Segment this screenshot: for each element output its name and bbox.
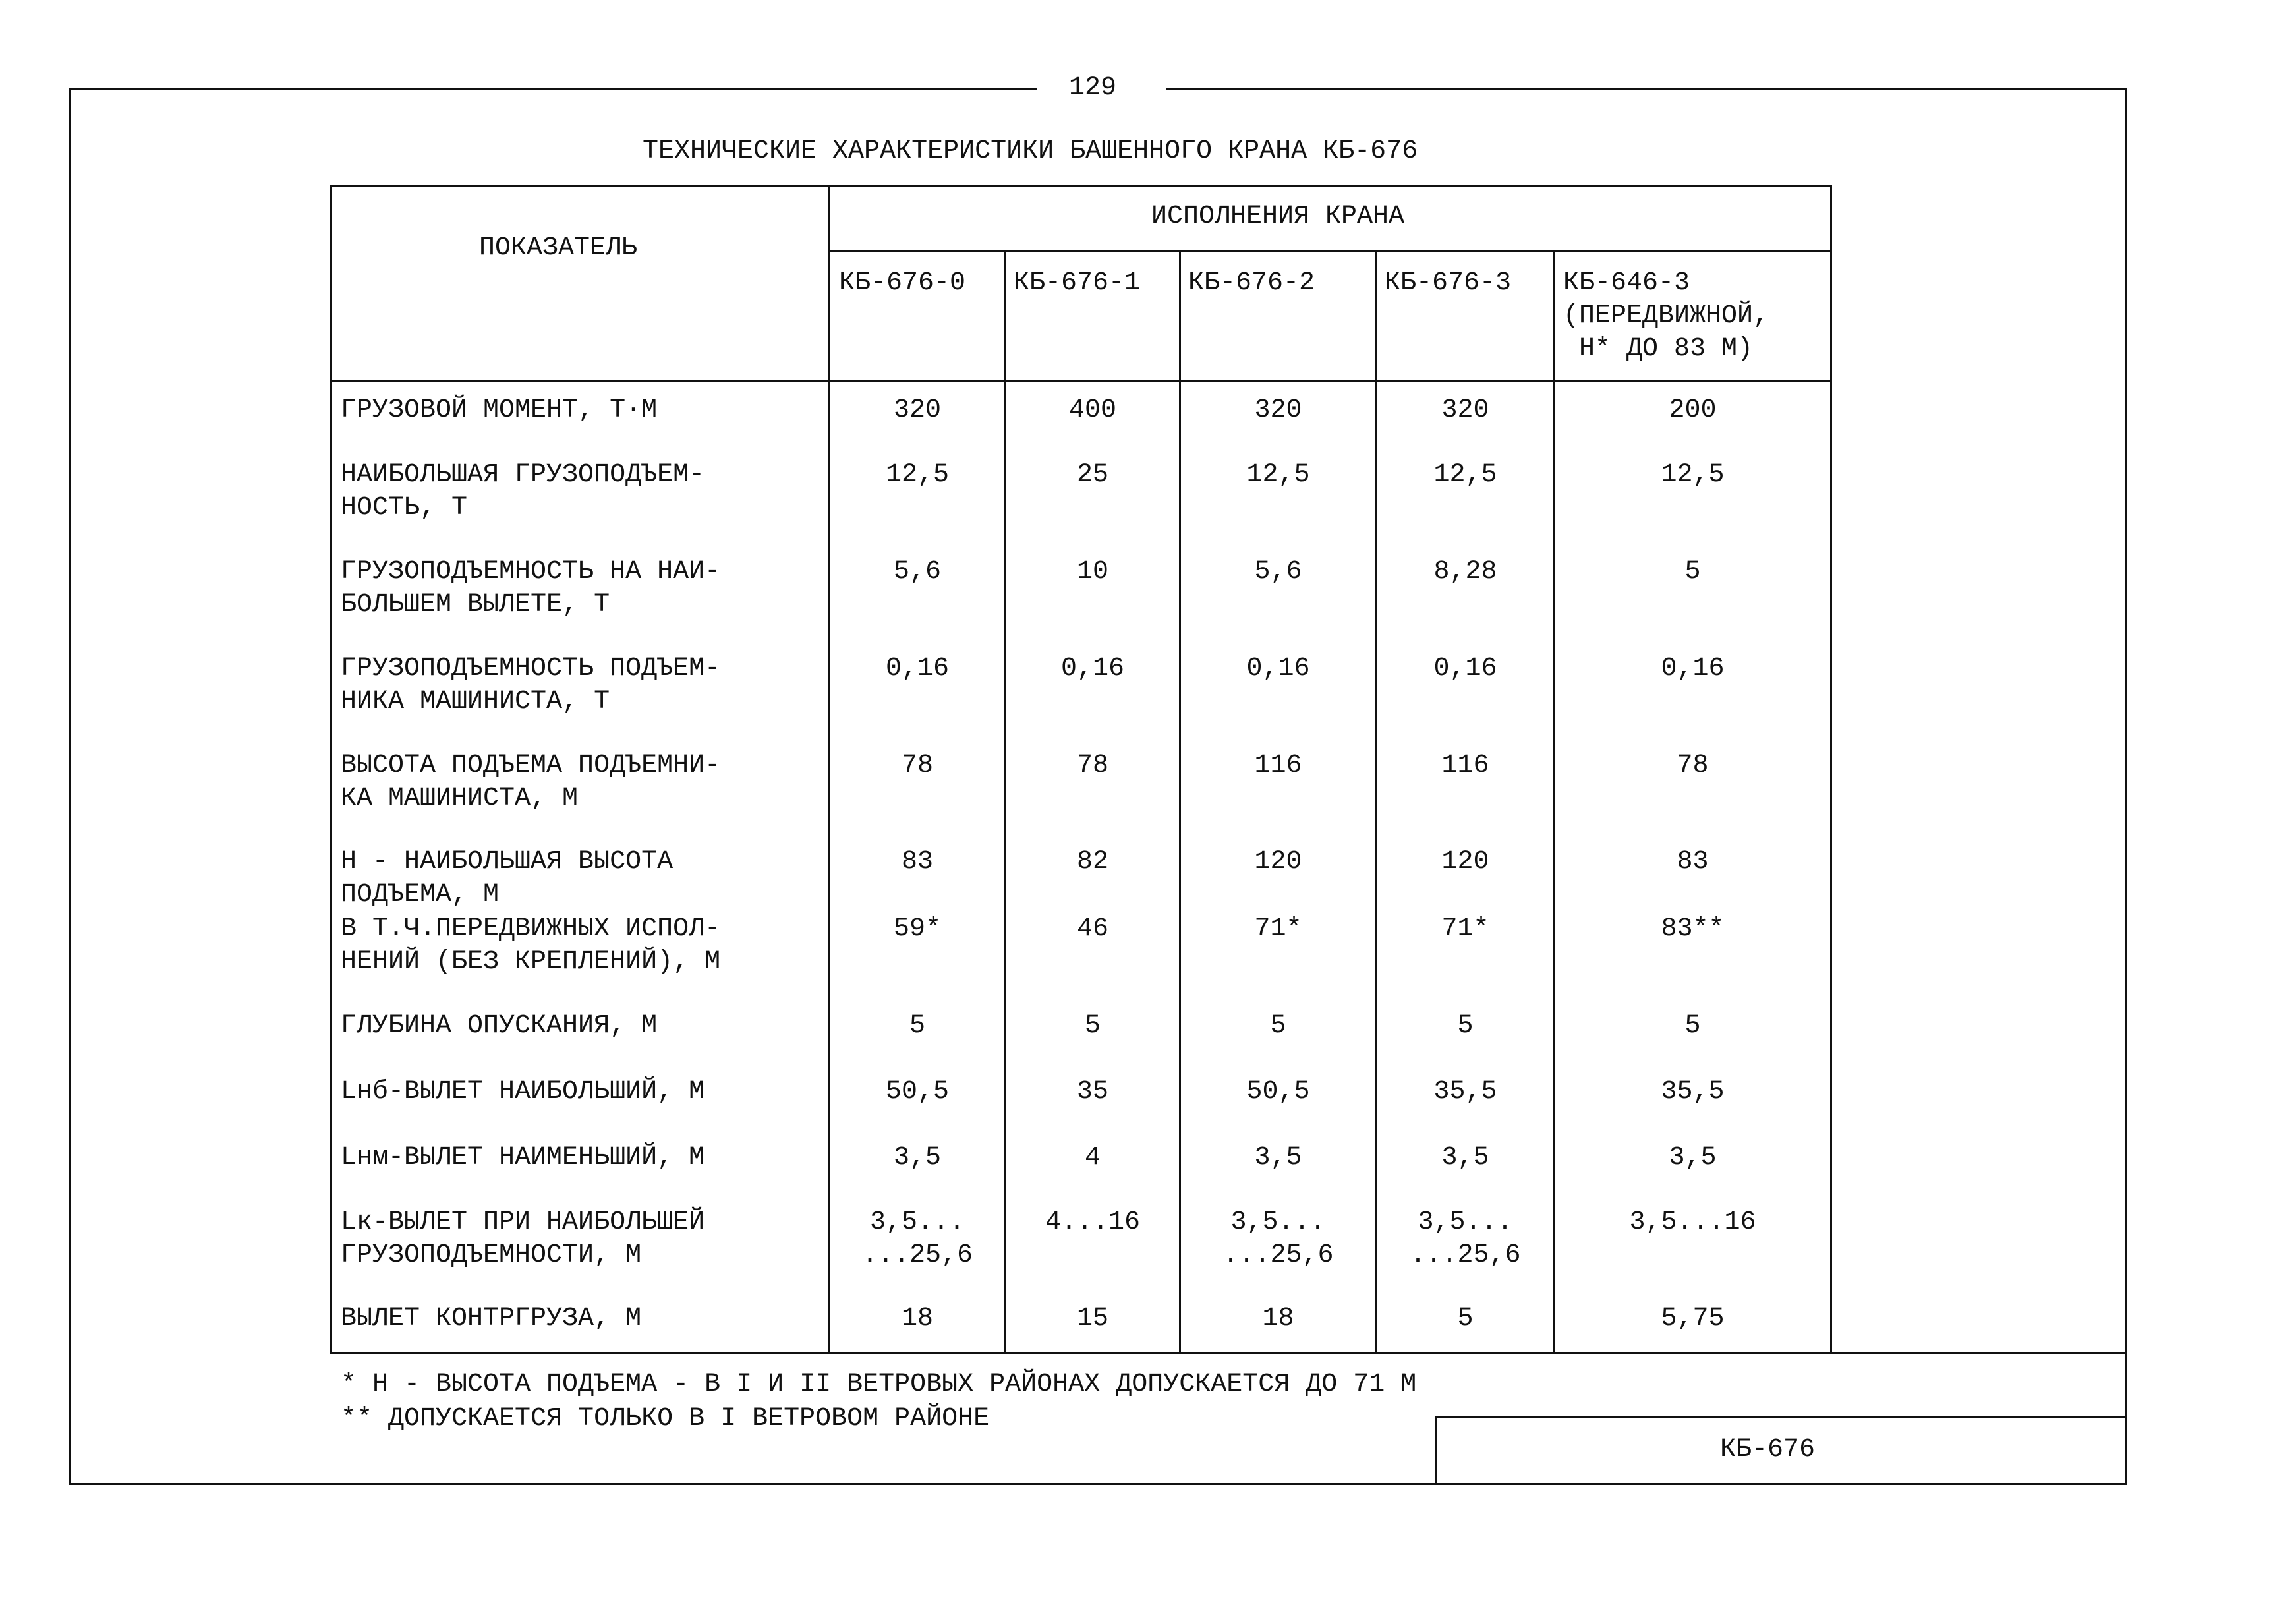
table-cell: 46 — [1076, 914, 1108, 944]
table-cell: 12,5 — [1246, 460, 1310, 490]
header-indicator: ПОКАЗАТЕЛЬ — [479, 233, 638, 263]
table-cell: 320 — [1441, 395, 1489, 425]
table-cell: 3,5 — [1441, 1143, 1489, 1173]
table-cell: 78 — [1076, 751, 1108, 780]
frame-left — [69, 88, 71, 1485]
table-cell: 3,5... ...25,6 — [1222, 1208, 1334, 1270]
table-cell: 120 — [1254, 847, 1302, 877]
table-cell: 82 — [1076, 847, 1108, 877]
column-header: КБ-676-3 — [1385, 268, 1512, 298]
table-cell: 8,28 — [1433, 557, 1497, 587]
table-cell: 50,5 — [885, 1077, 949, 1107]
footnote: * Н - ВЫСОТА ПОДЪЕМА - В I И II ВЕТРОВЫХ РАЙОНАХ ДОПУСКАЕТСЯ ДО 71 М — [341, 1370, 1417, 1399]
table-cell: 116 — [1441, 751, 1489, 780]
table-cell: 83 — [1677, 847, 1709, 877]
table-cell: 200 — [1669, 395, 1717, 425]
table-cell: 10 — [1076, 557, 1108, 587]
row-label: ГРУЗОВОЙ МОМЕНТ, Т·М — [341, 395, 658, 425]
table-cell: 4...16 — [1045, 1208, 1141, 1237]
table-cell: 78 — [901, 751, 933, 780]
row-label: НАИБОЛЬШАЯ ГРУЗОПОДЪЕМ- НОСТЬ, Т — [341, 460, 705, 523]
table-cell: 5 — [1270, 1011, 1286, 1041]
row-label: Lнм-ВЫЛЕТ НАИМЕНЬШИЙ, М — [341, 1143, 705, 1173]
table-cell: 5 — [1684, 1011, 1701, 1041]
row-label: В Т.Ч.ПЕРЕДВИЖНЫХ ИСПОЛ- НЕНИЙ (БЕЗ КРЕПЛЕНИЙ), М — [341, 914, 721, 977]
table-cell: 83 — [901, 847, 933, 877]
row-label: ВЫЛЕТ КОНТРГРУЗА, М — [341, 1304, 642, 1333]
table-cell: 0,16 — [1246, 654, 1310, 684]
table-cell: 3,5... ...25,6 — [1410, 1208, 1521, 1270]
table-cell: 3,5... ...25,6 — [861, 1208, 973, 1270]
table-cell: 35,5 — [1661, 1077, 1725, 1107]
table-cell: 3,5...16 — [1629, 1208, 1756, 1237]
table-cell: 120 — [1441, 847, 1489, 877]
frame-right — [2125, 88, 2127, 1485]
table-cell: 4 — [1084, 1143, 1101, 1173]
table-cell: 35 — [1076, 1077, 1108, 1107]
row-label: Lк-ВЫЛЕТ ПРИ НАИБОЛЬШЕЙ ГРУЗОПОДЪЕМНОСТИ, М — [341, 1208, 705, 1270]
column-header: КБ-676-0 — [839, 268, 966, 298]
header-group: ИСПОЛНЕНИЯ КРАНА — [1151, 202, 1405, 231]
table-cell: 50,5 — [1246, 1077, 1310, 1107]
table-cell: 35,5 — [1433, 1077, 1497, 1107]
table-cell: 18 — [1262, 1304, 1294, 1333]
table-cell: 71* — [1254, 914, 1302, 944]
table-cell: 71* — [1441, 914, 1489, 944]
column-header: КБ-676-2 — [1188, 268, 1315, 298]
table-cell: 320 — [893, 395, 941, 425]
document-code: КБ-676 — [1720, 1435, 1816, 1465]
table-cell: 5,6 — [893, 557, 941, 587]
row-label: ГРУЗОПОДЪЕМНОСТЬ ПОДЪЕМ- НИКА МАШИНИСТА, Т — [341, 654, 721, 716]
stamp-top-border — [1435, 1416, 2127, 1418]
table-cell: 5 — [1084, 1011, 1101, 1041]
table-cell: 3,5 — [1254, 1143, 1302, 1173]
column-header: КБ-676-1 — [1014, 268, 1141, 298]
table-cell: 83** — [1661, 914, 1725, 944]
table-cell: 5 — [1457, 1304, 1474, 1333]
table-cell: 5 — [1457, 1011, 1474, 1041]
table-cell: 0,16 — [885, 654, 949, 684]
row-label: Н - НАИБОЛЬШАЯ ВЫСОТА ПОДЪЕМА, М — [341, 847, 674, 910]
table-cell: 5 — [1684, 557, 1701, 587]
table-cell: 116 — [1254, 751, 1302, 780]
table-cell: 18 — [901, 1304, 933, 1333]
table-cell: 0,16 — [1661, 654, 1725, 684]
table-cell: 5,6 — [1254, 557, 1302, 587]
row-label: Lнб-ВЫЛЕТ НАИБОЛЬШИЙ, М — [341, 1077, 705, 1107]
table-cell: 0,16 — [1060, 654, 1124, 684]
table-cell: 0,16 — [1433, 654, 1497, 684]
column-header: КБ-646-3 (ПЕРЕДВИЖНОЙ, Н* ДО 83 М) — [1563, 268, 1769, 364]
frame-bottom — [69, 1483, 2127, 1485]
row-label: ГРУЗОПОДЪЕМНОСТЬ НА НАИ- БОЛЬШЕМ ВЫЛЕТЕ, Т — [341, 557, 721, 620]
table-cell: 5 — [909, 1011, 925, 1041]
table-cell: 59* — [893, 914, 941, 944]
table-cell: 3,5 — [1669, 1143, 1717, 1173]
page-title: ТЕХНИЧЕСКИЕ ХАРАКТЕРИСТИКИ БАШЕННОГО КРАНА КБ-676 — [643, 136, 1418, 166]
table-cell: 12,5 — [885, 460, 949, 490]
stamp-left-border — [1435, 1416, 1437, 1485]
row-label: ВЫСОТА ПОДЪЕМА ПОДЪЕМНИ- КА МАШИНИСТА, М — [341, 751, 721, 813]
frame-top-left — [69, 88, 1037, 90]
table-cell: 25 — [1076, 460, 1108, 490]
table-cell: 12,5 — [1433, 460, 1497, 490]
row-label: ГЛУБИНА ОПУСКАНИЯ, М — [341, 1011, 658, 1041]
frame-top-right — [1166, 88, 2127, 90]
table-cell: 5,75 — [1661, 1304, 1725, 1333]
table-cell: 12,5 — [1661, 460, 1725, 490]
table-cell: 78 — [1677, 751, 1709, 780]
table-cell: 400 — [1068, 395, 1116, 425]
page-number: 129 — [1054, 73, 1131, 104]
table-cell: 3,5 — [893, 1143, 941, 1173]
table-cell: 15 — [1076, 1304, 1108, 1333]
table-cell: 320 — [1254, 395, 1302, 425]
footnote: ** ДОПУСКАЕТСЯ ТОЛЬКО В I ВЕТРОВОМ РАЙОНЕ — [341, 1404, 990, 1434]
